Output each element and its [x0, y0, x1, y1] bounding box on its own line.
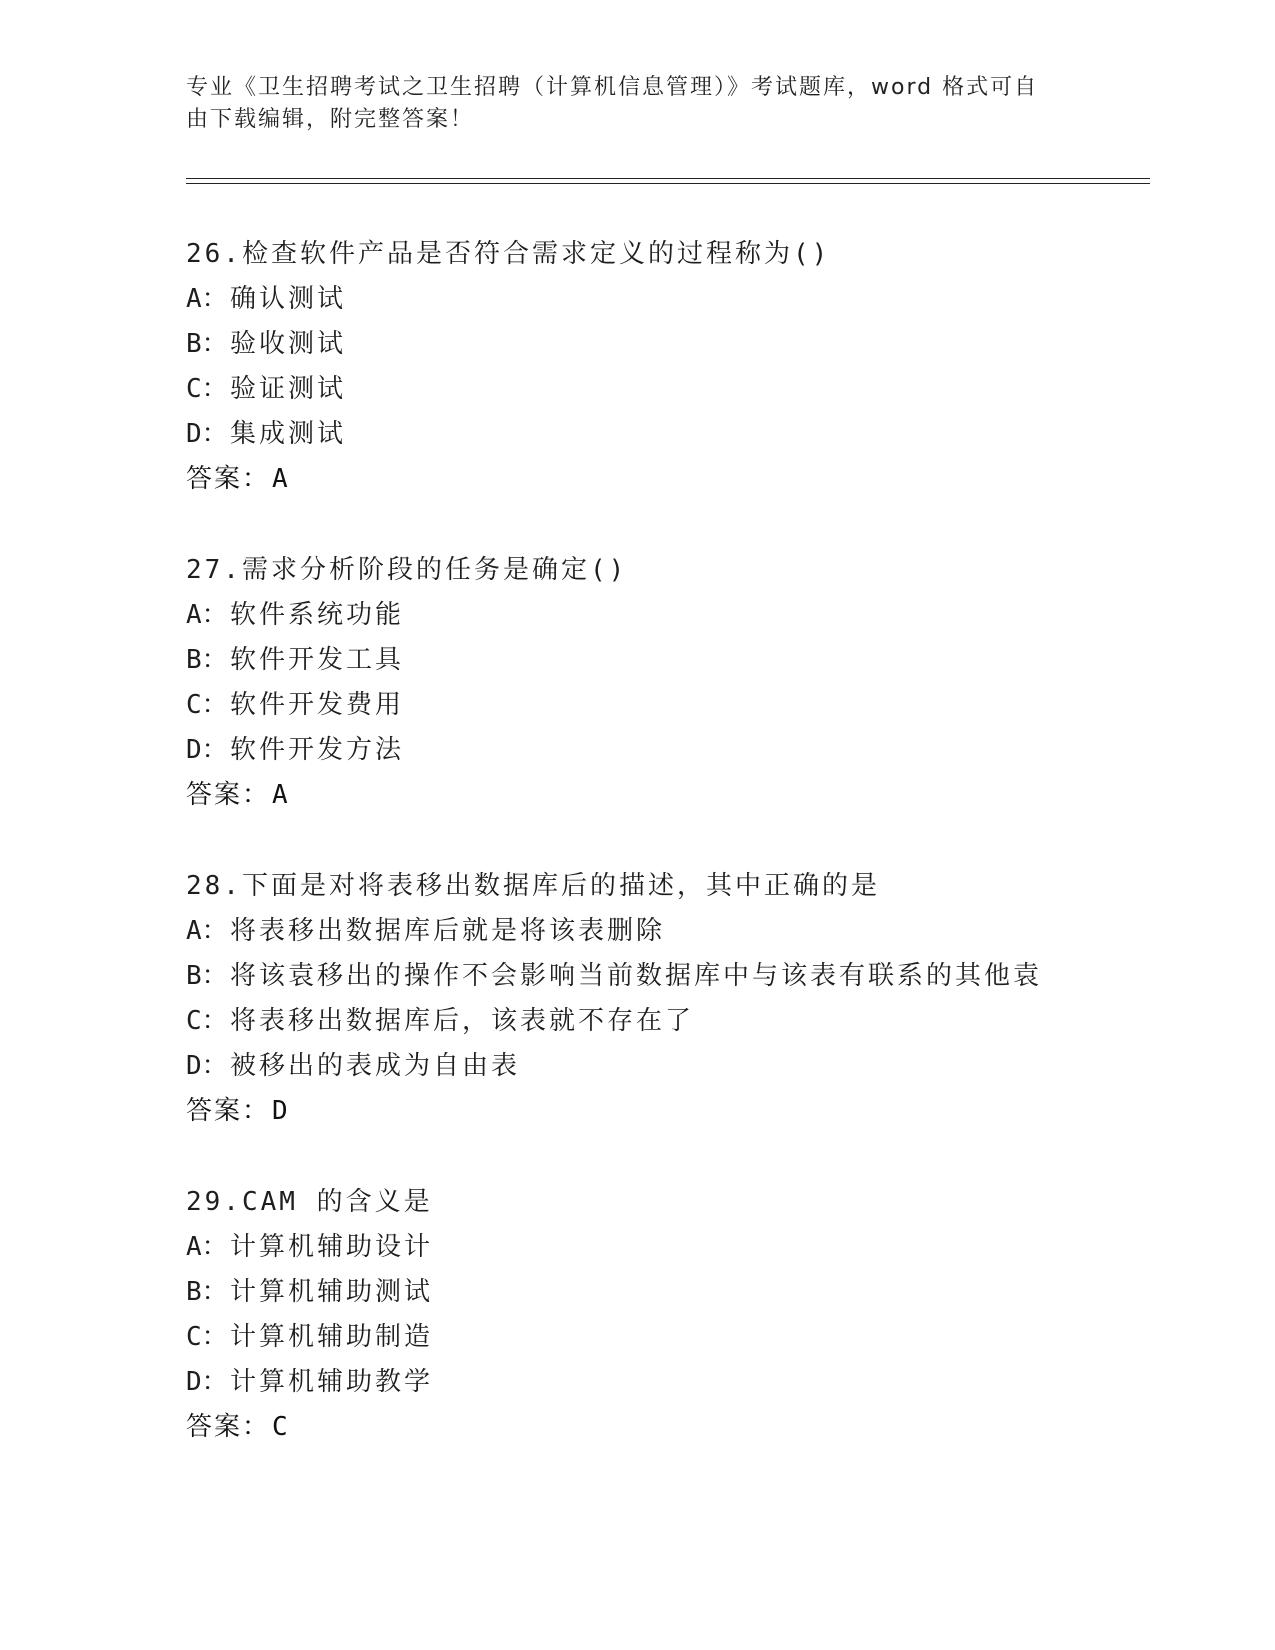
question-stem: 28.下面是对将表移出数据库后的描述，其中正确的是 [186, 871, 880, 901]
option-b [186, 1270, 1126, 1315]
answer-value: A [272, 780, 288, 810]
option-text: 软件开发费用 [230, 690, 405, 720]
option-c [186, 999, 1126, 1044]
option-c [186, 367, 1126, 412]
option-text: 将表移出数据库后，该表就不存在了 [230, 1006, 695, 1036]
option-a [186, 593, 1126, 638]
question-28 [186, 864, 1126, 1134]
option-key: A： [186, 600, 228, 630]
option-key: C： [186, 374, 228, 404]
option-d [186, 728, 1126, 773]
header-line-2: 由下载编辑，附完整答案！ [186, 107, 475, 132]
option-key: B： [186, 1277, 228, 1307]
answer-label: 答案： [186, 1096, 271, 1126]
option-a [186, 277, 1126, 322]
answer-value: C [272, 1412, 288, 1442]
answer-label: 答案： [186, 464, 271, 494]
option-a [186, 1225, 1126, 1270]
option-text: 计算机辅助设计 [230, 1232, 434, 1262]
option-text: 将表移出数据库后就是将该表删除 [230, 916, 666, 946]
option-d [186, 412, 1126, 457]
answer-line [186, 457, 1126, 502]
option-text: 确认测试 [230, 284, 347, 314]
document-header [186, 72, 1086, 136]
option-key: D： [186, 1051, 228, 1081]
option-b [186, 954, 1126, 999]
option-c [186, 1315, 1126, 1360]
option-b [186, 638, 1126, 683]
option-key: C： [186, 1006, 228, 1036]
option-key: D： [186, 735, 228, 765]
option-key: B： [186, 961, 228, 991]
option-text: 验证测试 [230, 374, 347, 404]
option-text: 将该袁移出的操作不会影响当前数据库中与该表有联系的其他袁 [230, 961, 1043, 991]
header-line-1: 专业《卫生招聘考试之卫生招聘（计算机信息管理）》考试题库，word 格式可自 [186, 75, 1039, 100]
answer-value: D [272, 1096, 288, 1126]
option-key: A： [186, 1232, 228, 1262]
answer-label: 答案： [186, 780, 271, 810]
option-key: C： [186, 690, 228, 720]
option-d [186, 1044, 1126, 1089]
option-key: B： [186, 645, 228, 675]
option-b [186, 322, 1126, 367]
option-a [186, 909, 1126, 954]
option-key: C： [186, 1322, 228, 1352]
option-text: 软件开发方法 [230, 735, 405, 765]
answer-value: A [272, 464, 288, 494]
option-key: A： [186, 916, 228, 946]
option-text: 软件系统功能 [230, 600, 405, 630]
option-text: 计算机辅助测试 [230, 1277, 434, 1307]
answer-label: 答案： [186, 1412, 271, 1442]
answer-line [186, 773, 1126, 818]
question-stem: 27.需求分析阶段的任务是确定() [186, 555, 628, 585]
header-rule-top [186, 178, 1150, 179]
option-key: B： [186, 329, 228, 359]
option-c [186, 683, 1126, 728]
question-stem: 26.检查软件产品是否符合需求定义的过程称为() [186, 239, 831, 269]
option-text: 计算机辅助教学 [230, 1367, 434, 1397]
option-text: 计算机辅助制造 [230, 1322, 434, 1352]
option-text: 集成测试 [230, 419, 347, 449]
option-key: A： [186, 284, 228, 314]
question-29 [186, 1180, 1126, 1450]
question-27 [186, 548, 1126, 818]
option-key: D： [186, 1367, 228, 1397]
option-text: 软件开发工具 [230, 645, 405, 675]
option-text: 被移出的表成为自由表 [230, 1051, 521, 1081]
question-26 [186, 232, 1126, 502]
option-text: 验收测试 [230, 329, 347, 359]
answer-line [186, 1089, 1126, 1134]
answer-line [186, 1405, 1126, 1450]
header-rule-bottom [186, 183, 1150, 184]
option-key: D： [186, 419, 228, 449]
option-d [186, 1360, 1126, 1405]
question-stem: 29.CAM 的含义是 [186, 1187, 433, 1217]
